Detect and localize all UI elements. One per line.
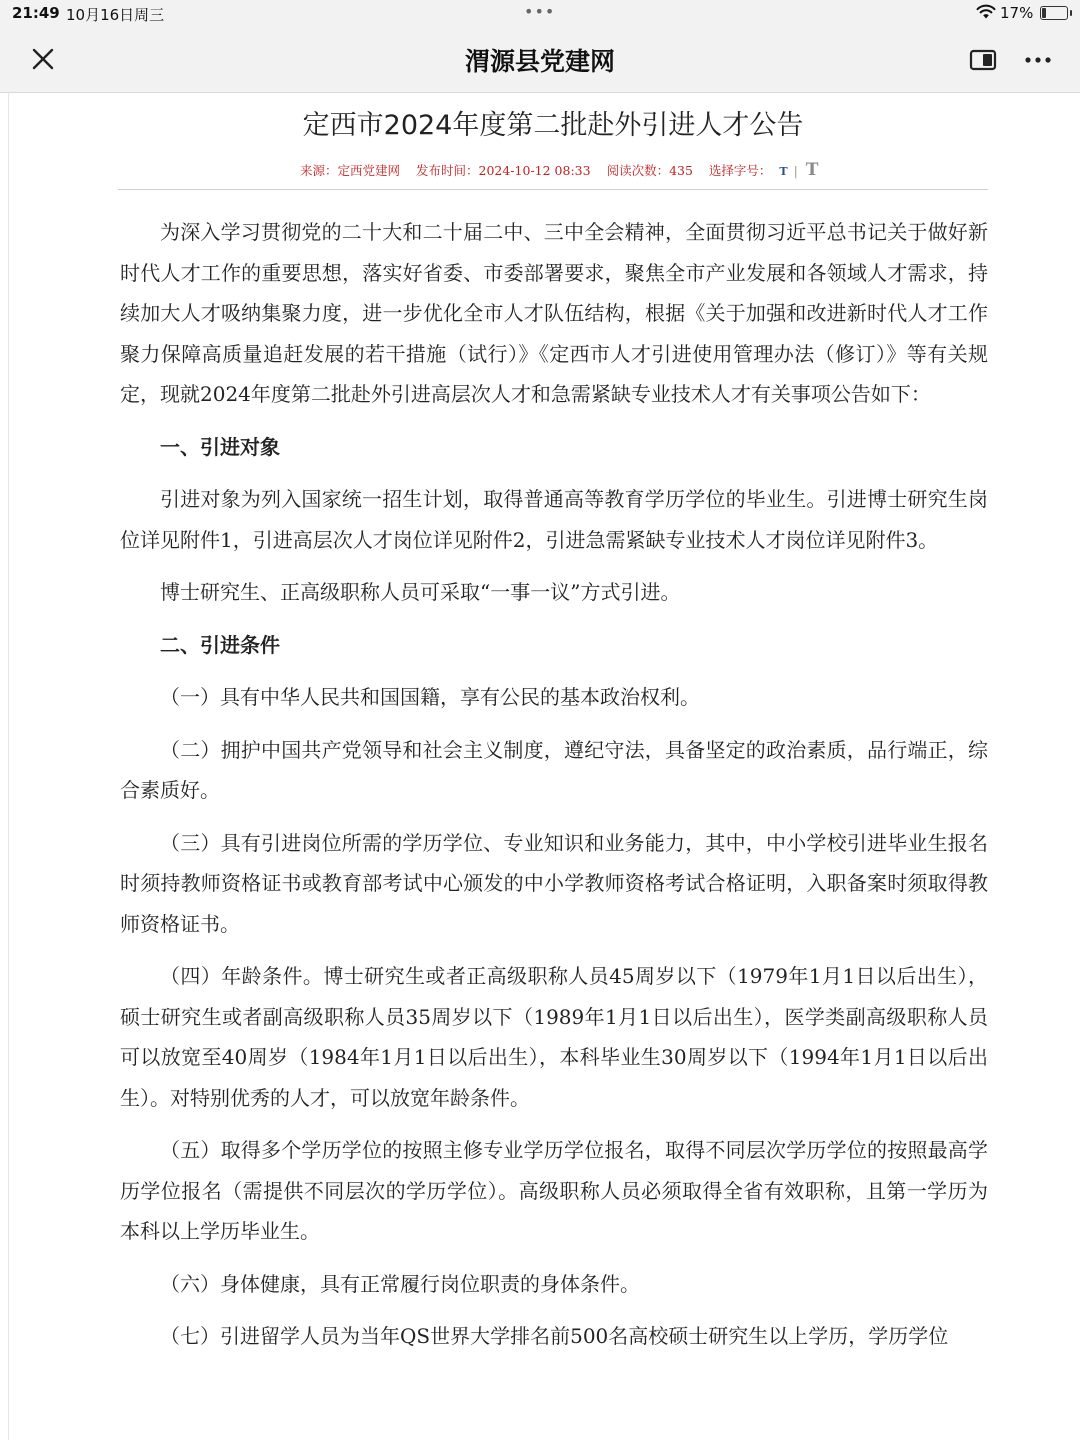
intro-paragraph: 为深入学习贯彻党的二十大和二十届二中、三中全会精神，全面贯彻习近平总书记关于做好新时代人才工作的重要思想，落实好省委、市委部署要求，聚焦全市产业发展和各领域人才需求，持续加大人才吸纳集聚力度，进一步优化全市人才队伍结构，根据《关于加强和改进新时代人才工作聚力保障高质量追赶发展的若干措施（试行）》《定西市人才引进使用管理办法（修订）》等有关规定，现就2024年度第二批赴外引进高层次人才和急需紧缺专业技术人才有关事项公告如下： (120, 220, 988, 406)
site-title: 渭源县党建网 (464, 47, 615, 76)
sidebar-icon[interactable] (968, 48, 998, 72)
condition-item: （一）具有中华人民共和国国籍，享有公民的基本政治权利。 (160, 685, 700, 709)
more-icon[interactable] (1020, 48, 1056, 72)
status-time: 21:49 (12, 4, 60, 22)
paragraph: 博士研究生、正高级职称人员可采取“一事一议”方式引进。 (160, 580, 681, 604)
article-title: 定西市2024年度第二批赴外引进人才公告 (302, 110, 804, 141)
content-edge (8, 93, 9, 1440)
meta-source: 来源：定西党建网 (300, 163, 401, 178)
section-heading: 一、引进对象 (160, 434, 280, 459)
nav-bar (0, 28, 1080, 93)
font-large-button[interactable]: T (805, 160, 819, 180)
battery-icon (1040, 6, 1068, 20)
condition-item: （六）身体健康，具有正常履行岗位职责的身体条件。 (160, 1271, 640, 1296)
multitask-dots[interactable]: ••• (524, 2, 556, 21)
meta-reads: 阅读次数：435 (606, 163, 693, 178)
meta-font-size-label: 选择字号： (708, 163, 772, 178)
condition-item: （四）年龄条件。博士研究生或者正高级职称人员45周岁以下（1979年1月1日以后出生），硕士研究生或者副高级职称人员35周岁以下（1989年1月1日以后出生），医学类副高级职称人员可以放宽至40周岁（1984年1月1日以后出生），本科毕业生30周岁以下（1994年1月1日以后出生）。对特别优秀的人才，可以放宽年龄条件。 (120, 964, 988, 1110)
status-bar (0, 0, 1080, 28)
section-heading: 二、引进条件 (160, 632, 280, 657)
meta-published: 发布时间：2024-10-12 08:33 (416, 163, 591, 178)
condition-item: （三）具有引进岗位所需的学历学位、专业知识和业务能力，其中，中小学校引进毕业生报名时须持教师资格证书或教育部考试中心颁发的中小学教师资格考试合格证明，入职备案时须取得教师资格证书。 (120, 830, 988, 936)
font-size-separator: | (793, 163, 798, 178)
header-divider (118, 189, 988, 190)
status-date: 10月16日周三 (66, 6, 165, 24)
condition-item: （二）拥护中国共产党领导和社会主义制度，遵纪守法，具备坚定的政治素质，品行端正，综合素质好。 (120, 737, 988, 802)
condition-item: （七）引进留学人员为当年QS世界大学排名前500名高校硕士研究生以上学历，学历学位 (160, 1324, 949, 1348)
paragraph: 引进对象为列入国家统一招生计划，取得普通高等教育学历学位的毕业生。引进博士研究生岗位详见附件1，引进高层次人才岗位详见附件2，引进急需紧缺专业技术人才岗位详见附件3。 (120, 487, 988, 552)
battery-percent: 17% (1000, 4, 1034, 22)
font-small-button[interactable]: T (779, 165, 788, 178)
article-meta (300, 160, 820, 180)
condition-item: （五）取得多个学历学位的按照主修专业学历学位报名，取得不同层次学历学位的按照最高学历学位报名（需提供不同层次的学历学位）。高级职称人员必须取得全省有效职称，且第一学历为本科以上学历毕业生。 (120, 1138, 988, 1243)
wifi-icon (976, 4, 996, 20)
article-body (120, 212, 988, 1369)
